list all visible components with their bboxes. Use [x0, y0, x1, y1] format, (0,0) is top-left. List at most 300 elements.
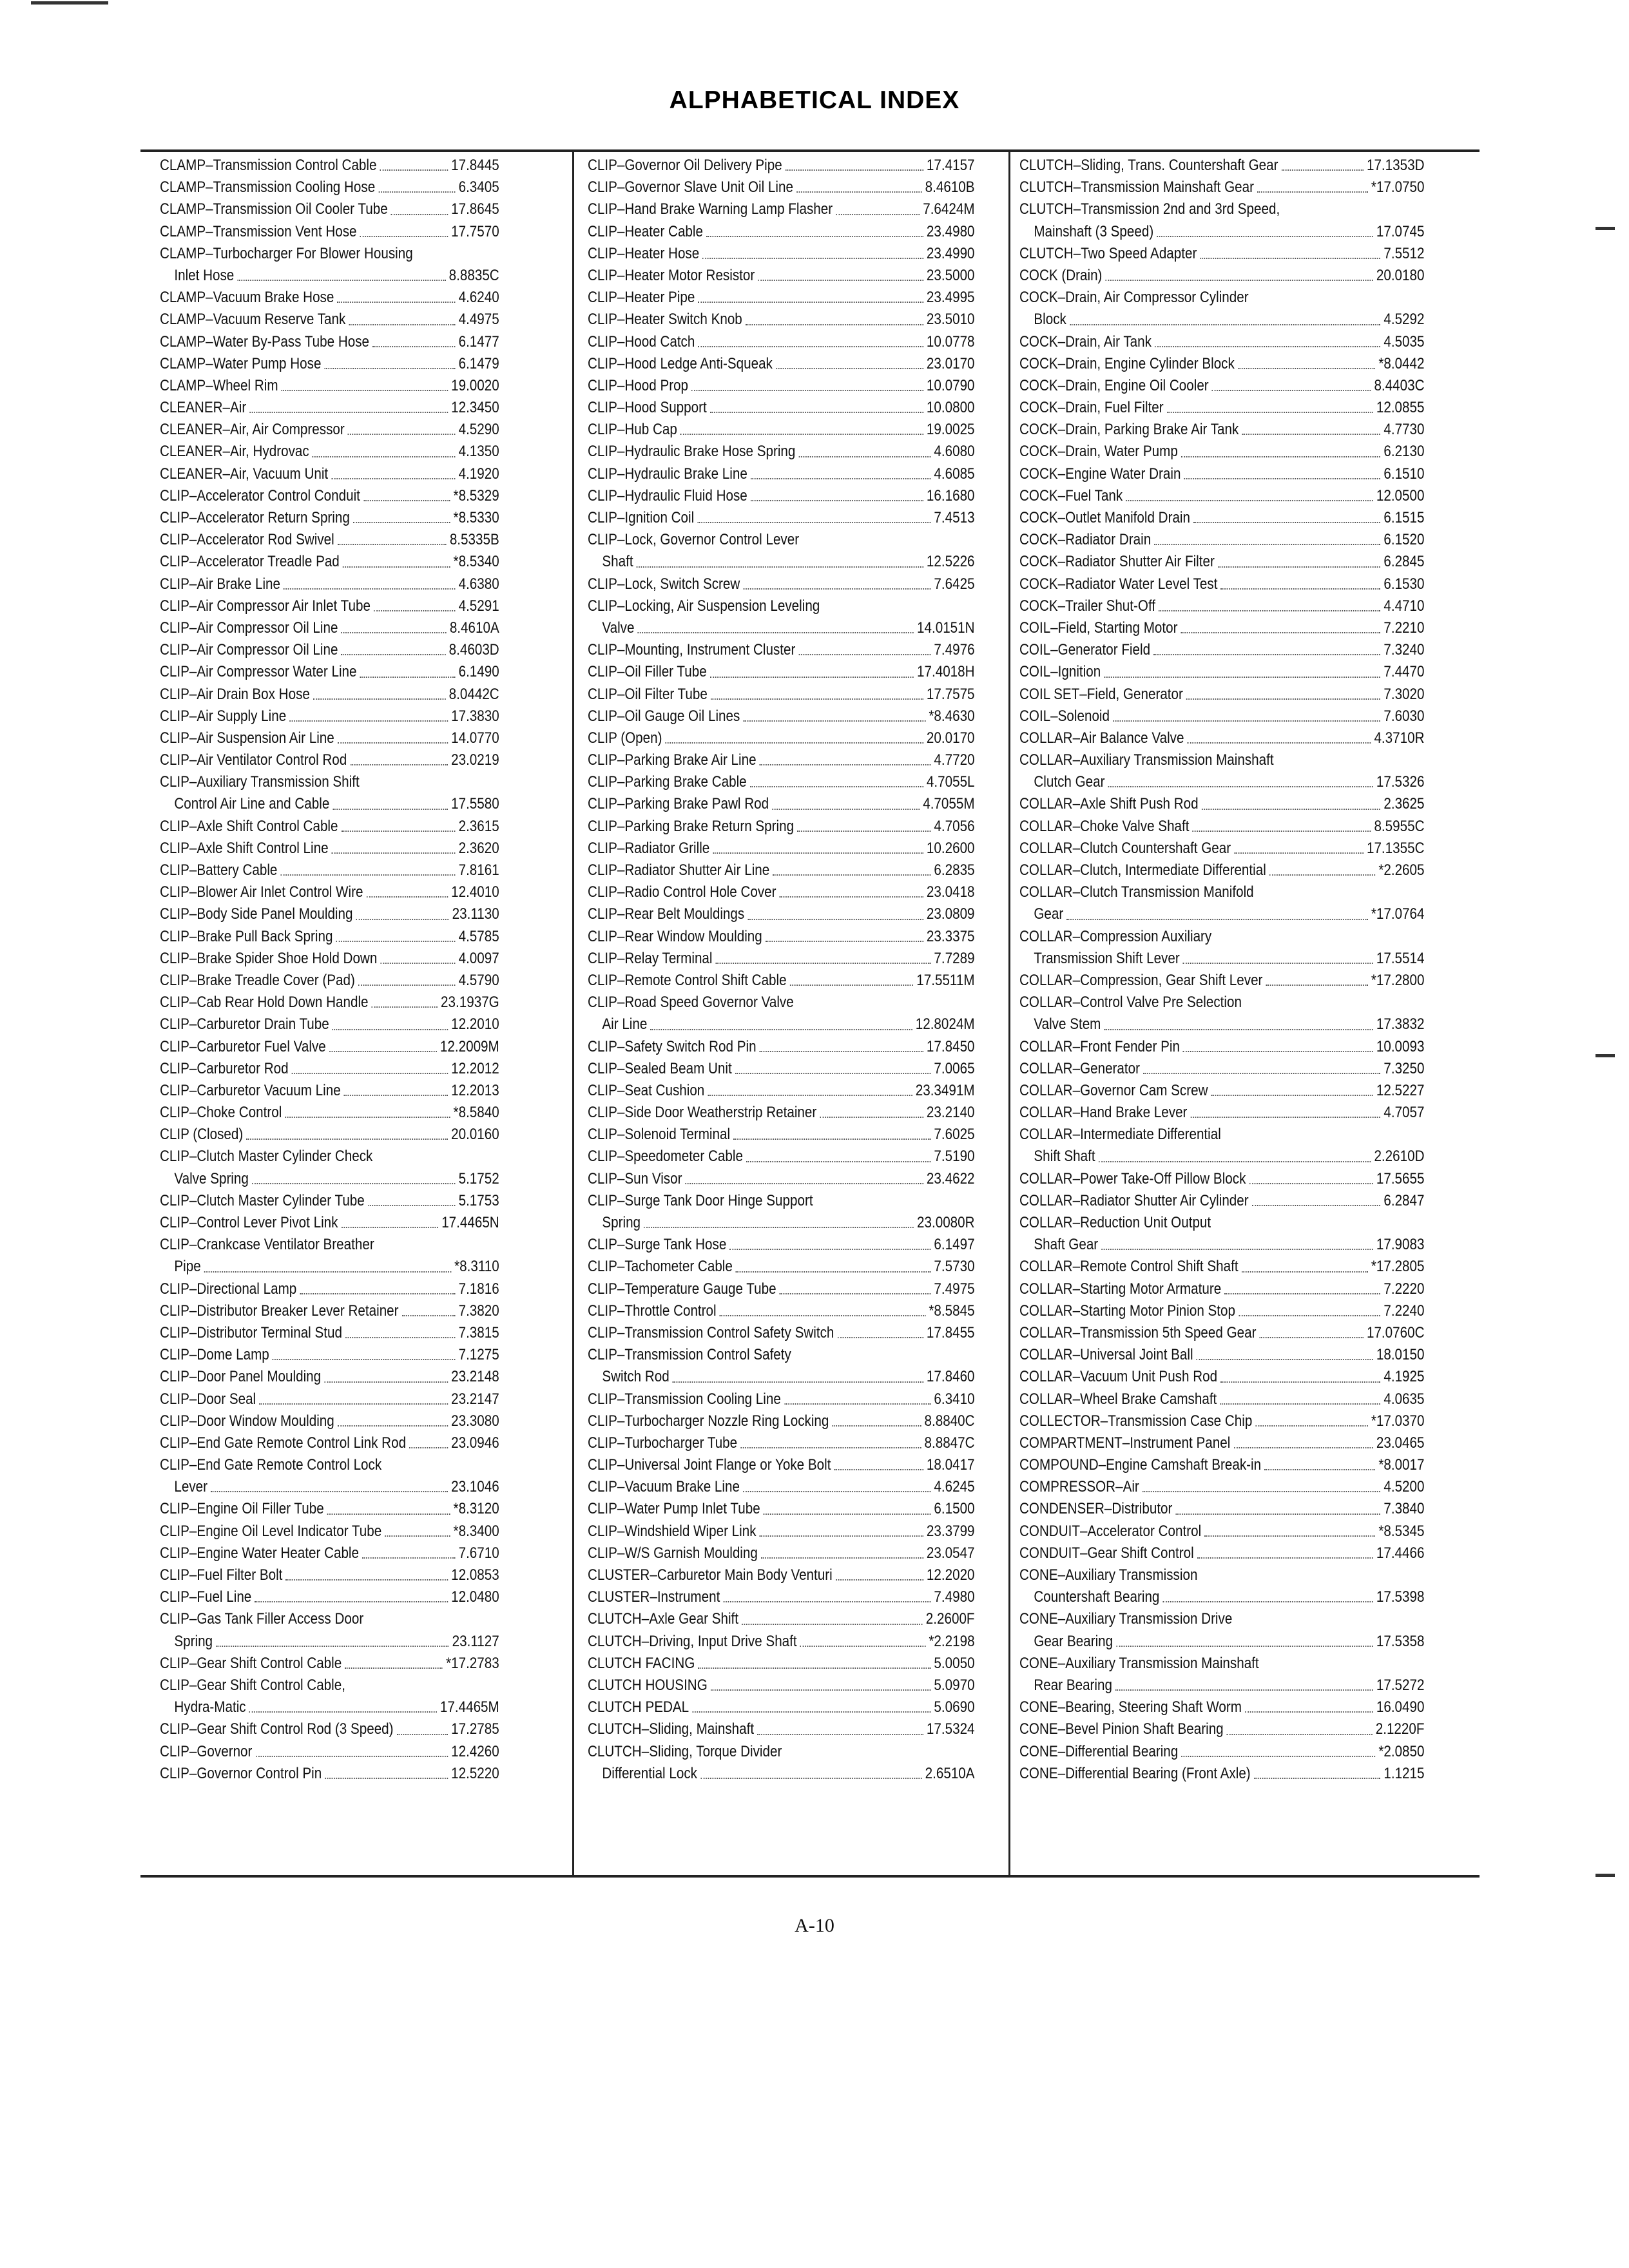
- entry-reference: 7.3020: [1383, 685, 1425, 703]
- entry-term: CLIP–Engine Oil Filler Tube: [160, 1500, 324, 1518]
- dot-leader: [747, 903, 923, 919]
- entry-term: CLIP–Heater Pipe: [588, 289, 695, 307]
- dot-leader: [1227, 1718, 1373, 1735]
- index-entry: [588, 441, 975, 463]
- index-entry: [588, 1300, 975, 1322]
- dot-leader: [286, 1564, 448, 1581]
- index-entry: [1019, 397, 1424, 419]
- entry-reference: 4.4975: [458, 311, 499, 329]
- dot-leader: [380, 155, 448, 171]
- index-entry: [588, 661, 975, 683]
- entry-term: COLLAR–Axle Shift Push Rod: [1019, 795, 1199, 813]
- entry-reference: 7.3840: [1383, 1500, 1425, 1518]
- entry-reference: 17.8455: [926, 1323, 975, 1341]
- entry-term: CLIP–Mounting, Instrument Cluster: [588, 641, 796, 659]
- entry-reference: 8.4603D: [448, 641, 499, 659]
- index-entry: [1019, 1696, 1424, 1718]
- entry-term: COMPARTMENT–Instrument Panel: [1019, 1434, 1231, 1452]
- entry-term: CLUTCH–Transmission 2nd and 3rd Speed,: [1019, 200, 1280, 218]
- entry-term: Mainshaft (3 Speed): [1034, 222, 1154, 240]
- dot-leader: [1242, 1256, 1368, 1272]
- dot-leader: [332, 838, 456, 854]
- dot-leader: [757, 1718, 923, 1735]
- dot-leader: [1221, 573, 1381, 590]
- entry-term: COLLAR–Reduction Unit Output: [1019, 1214, 1211, 1231]
- entry-reference: 12.4260: [451, 1742, 499, 1760]
- entry-term: CLIP–Surge Tank Door Hinge Support: [588, 1191, 813, 1209]
- index-entry: [588, 1410, 975, 1432]
- index-entry: [160, 1454, 499, 1476]
- index-entry: [588, 1146, 975, 1168]
- index-entry: [588, 485, 975, 507]
- dot-leader: [836, 1564, 923, 1581]
- entry-reference: 8.8835C: [448, 266, 499, 284]
- index-entry: [1019, 1278, 1424, 1300]
- dot-leader: [249, 397, 448, 413]
- entry-term: CLIP–Air Drain Box Hose: [160, 685, 310, 703]
- entry-term: CLIP–Door Window Moulding: [160, 1412, 334, 1430]
- entry-reference: 7.5730: [934, 1258, 975, 1276]
- entry-term: CLIP–Governor Control Pin: [160, 1764, 322, 1782]
- index-entry: [588, 1653, 975, 1675]
- entry-reference: 5.1753: [458, 1191, 499, 1209]
- dot-leader: [699, 331, 923, 347]
- dot-leader: [338, 1410, 448, 1427]
- entry-term: CLAMP–Water By-Pass Tube Hose: [160, 332, 370, 351]
- index-entry: [588, 463, 975, 485]
- entry-term: Valve Stem: [1034, 1015, 1101, 1033]
- entry-reference: 4.6245: [934, 1478, 975, 1496]
- index-entry: [1019, 1366, 1424, 1388]
- entry-reference: 10.0800: [926, 399, 975, 417]
- index-entry: [588, 617, 975, 639]
- index-entry: [588, 1036, 975, 1058]
- index-entry: [1019, 1190, 1424, 1212]
- entry-term: CLIP–Hood Ledge Anti-Squeak: [588, 354, 773, 372]
- index-entry: [588, 353, 975, 375]
- index-entry: [1019, 948, 1424, 970]
- index-entry: [160, 639, 499, 661]
- index-entry: [588, 1256, 975, 1278]
- dot-leader: [1155, 331, 1380, 347]
- entry-reference: 6.1520: [1383, 531, 1425, 549]
- dot-leader: [711, 1675, 930, 1691]
- index-entry: [588, 926, 975, 948]
- index-entry: [588, 243, 975, 265]
- index-entry: [1019, 1322, 1424, 1344]
- index-entry: [160, 529, 499, 551]
- entry-reference: 23.4980: [926, 222, 975, 240]
- dot-leader: [1260, 1322, 1364, 1338]
- dot-leader: [735, 1058, 930, 1074]
- entry-term: Rear Bearing: [1034, 1676, 1112, 1694]
- index-entry: [160, 1763, 499, 1785]
- entry-term: COLLAR–Vacuum Unit Push Rod: [1019, 1368, 1218, 1386]
- entry-term: COLLAR–Remote Control Shift Shaft: [1019, 1258, 1239, 1276]
- dot-leader: [797, 816, 930, 832]
- entry-term: Hydra-Matic: [174, 1698, 246, 1716]
- dot-leader: [1282, 155, 1364, 171]
- dot-leader: [300, 1278, 455, 1294]
- entry-term: COCK–Drain, Parking Brake Air Tank: [1019, 421, 1239, 439]
- entry-reference: 17.8450: [926, 1037, 975, 1055]
- entry-term: COCK–Drain, Air Tank: [1019, 332, 1152, 351]
- dot-leader: [716, 948, 931, 964]
- entry-reference: 17.3832: [1376, 1015, 1425, 1033]
- entry-reference: 20.0180: [1376, 266, 1425, 284]
- entry-reference: 6.2835: [934, 861, 975, 879]
- entry-term: CLIP–Brake Pull Back Spring: [160, 927, 333, 945]
- dot-leader: [834, 1454, 923, 1470]
- index-entry: [588, 684, 975, 706]
- entry-reference: 17.0760C: [1366, 1323, 1425, 1341]
- index-entry: [588, 970, 975, 992]
- entry-term: COLLAR–Front Fender Pin: [1019, 1037, 1180, 1055]
- index-entry: [160, 177, 499, 198]
- dot-leader: [343, 551, 450, 567]
- dot-leader: [372, 992, 438, 1008]
- entry-reference: 7.6710: [458, 1544, 499, 1562]
- entry-term: CLIP–Oil Filter Tube: [588, 685, 708, 703]
- entry-reference: 8.5955C: [1374, 817, 1425, 835]
- entry-term: COLLAR–Power Take-Off Pillow Block: [1019, 1169, 1246, 1187]
- entry-term: CLIP–Rear Window Moulding: [588, 927, 762, 945]
- entry-reference: 2.3620: [458, 839, 499, 857]
- entry-term: CLIP–Door Seal: [160, 1390, 256, 1408]
- column-divider: [572, 151, 574, 1875]
- index-entry: [160, 1741, 499, 1763]
- dot-leader: [344, 1080, 448, 1096]
- entry-reference: 17.1355C: [1366, 839, 1425, 857]
- entry-reference: 23.4995: [926, 289, 975, 307]
- entry-reference: *8.5345: [1378, 1522, 1425, 1540]
- entry-reference: 4.7730: [1383, 421, 1425, 439]
- index-entry: [1019, 1256, 1424, 1278]
- dot-leader: [751, 463, 930, 479]
- entry-term: CLIP–Air Ventilator Control Rod: [160, 751, 347, 769]
- entry-reference: *17.2800: [1371, 971, 1425, 989]
- entry-reference: 7.5190: [934, 1148, 975, 1166]
- index-entry: [1019, 838, 1424, 860]
- entry-term: CLIP–Clutch Master Cylinder Tube: [160, 1191, 365, 1209]
- entry-reference: 5.0050: [934, 1654, 975, 1672]
- entry-reference: 17.5514: [1376, 949, 1425, 967]
- dot-leader: [367, 881, 448, 898]
- entry-term: CLUTCH–Two Speed Adapter: [1019, 244, 1197, 262]
- dot-leader: [780, 1278, 931, 1294]
- index-entry: [588, 265, 975, 287]
- dot-leader: [237, 265, 445, 281]
- index-entry: [1019, 375, 1424, 397]
- index-entry: [588, 903, 975, 925]
- index-entry: [588, 1190, 975, 1212]
- index-entry: [1019, 1168, 1424, 1190]
- entry-term: CLIP–Hub Cap: [588, 421, 677, 439]
- index-entry: [588, 881, 975, 903]
- entry-reference: 20.0170: [926, 729, 975, 747]
- entry-reference: 6.2130: [1383, 443, 1425, 461]
- entry-term: CONE–Auxiliary Transmission Mainshaft: [1019, 1654, 1259, 1672]
- index-entry: [1019, 1631, 1424, 1653]
- index-entry: [160, 155, 499, 177]
- entry-reference: 7.3820: [458, 1302, 499, 1320]
- entry-term: CLIP–Radiator Shutter Air Line: [588, 861, 770, 879]
- dot-leader: [1153, 639, 1380, 655]
- dot-leader: [680, 419, 923, 435]
- entry-reference: *17.0764: [1371, 905, 1425, 923]
- entry-reference: 4.5291: [458, 597, 499, 615]
- dot-leader: [385, 1521, 450, 1537]
- entry-term: CLIP–Distributor Terminal Stud: [160, 1323, 342, 1341]
- entry-term: COCK–Outlet Manifold Drain: [1019, 509, 1190, 526]
- dot-leader: [246, 1124, 448, 1140]
- entry-reference: 23.2140: [926, 1104, 975, 1122]
- dot-leader: [211, 1476, 448, 1492]
- dot-leader: [360, 221, 448, 237]
- dot-leader: [350, 749, 448, 765]
- entry-reference: *8.0017: [1378, 1456, 1425, 1474]
- index-entry: [160, 507, 499, 529]
- entry-term: Countershaft Bearing: [1034, 1588, 1160, 1606]
- entry-term: COLLAR–Starting Motor Armature: [1019, 1280, 1222, 1298]
- entry-term: CLIP–Air Compressor Air Inlet Tube: [160, 597, 371, 615]
- entry-term: CLAMP–Vacuum Brake Hose: [160, 289, 334, 307]
- dot-leader: [397, 1718, 448, 1735]
- dot-leader: [820, 1102, 923, 1118]
- entry-term: COCK (Drain): [1019, 266, 1103, 284]
- entry-term: CLIP–Radio Control Hole Cover: [588, 883, 776, 901]
- dot-leader: [651, 1014, 912, 1030]
- entry-reference: 7.6030: [1383, 707, 1425, 725]
- entry-term: Differential Lock: [602, 1764, 697, 1782]
- dot-leader: [348, 419, 456, 435]
- dot-leader: [697, 507, 930, 523]
- entry-term: CLIP–Dome Lamp: [160, 1346, 269, 1364]
- entry-term: CLAMP–Water Pump Hose: [160, 354, 322, 372]
- entry-term: CLEANER–Air, Vacuum Unit: [160, 465, 329, 483]
- dot-leader: [1233, 1432, 1373, 1448]
- entry-reference: 8.0442C: [448, 685, 499, 703]
- dot-leader: [204, 1256, 451, 1272]
- entry-reference: 6.1479: [458, 354, 499, 372]
- entry-term: CLIP–Parking Brake Pawl Rod: [588, 795, 769, 813]
- index-entry: [1019, 816, 1424, 838]
- entry-reference: 16.0490: [1376, 1698, 1425, 1716]
- entry-term: CLIP–Governor Slave Unit Oil Line: [588, 178, 793, 197]
- index-entry: [160, 992, 499, 1014]
- entry-term: COLLAR–Radiator Shutter Air Cylinder: [1019, 1191, 1249, 1209]
- entry-reference: 8.8840C: [924, 1412, 975, 1430]
- dot-leader: [1143, 1058, 1380, 1074]
- dot-leader: [336, 926, 456, 942]
- index-entry: [1019, 1410, 1424, 1432]
- entry-reference: 12.2020: [926, 1566, 975, 1584]
- entry-reference: 4.6240: [458, 289, 499, 307]
- dot-leader: [1249, 1168, 1373, 1184]
- dot-leader: [252, 1168, 455, 1184]
- index-entry: [160, 551, 499, 573]
- entry-reference: 18.0150: [1376, 1346, 1425, 1364]
- index-entry: [588, 1542, 975, 1564]
- entry-reference: 23.2147: [451, 1390, 499, 1408]
- entry-reference: 8.8847C: [924, 1434, 975, 1452]
- entry-reference: 23.4622: [926, 1169, 975, 1187]
- index-entry: [1019, 309, 1424, 331]
- index-entry: [1019, 485, 1424, 507]
- entry-term: CLIP–Locking, Air Suspension Leveling: [588, 597, 820, 615]
- dot-leader: [368, 1190, 456, 1206]
- entry-term: CONDUIT–Gear Shift Control: [1019, 1544, 1194, 1562]
- entry-reference: 4.7057: [1383, 1104, 1425, 1122]
- index-entry: [160, 463, 499, 485]
- entry-term: COCK–Engine Water Drain: [1019, 465, 1181, 483]
- index-entry: [160, 1234, 499, 1256]
- entry-reference: 17.5272: [1376, 1676, 1425, 1694]
- dot-leader: [1108, 771, 1373, 787]
- entry-term: CONDUIT–Accelerator Control: [1019, 1522, 1202, 1540]
- entry-reference: 23.3375: [926, 927, 975, 945]
- entry-reference: *8.5840: [453, 1104, 499, 1122]
- index-entry: [1019, 1212, 1424, 1234]
- entry-reference: 23.3491M: [915, 1081, 975, 1099]
- dot-leader: [1255, 1410, 1367, 1427]
- dot-leader: [325, 353, 456, 369]
- index-entry: [160, 838, 499, 860]
- entry-term: CLIP–Oil Filler Tube: [588, 663, 707, 681]
- bottom-rule: [140, 1875, 1480, 1878]
- entry-reference: 12.0500: [1376, 486, 1425, 505]
- dot-leader: [1224, 1278, 1380, 1294]
- index-entry: [588, 1389, 975, 1410]
- entry-term: CLIP–Distributor Breaker Lever Retainer: [160, 1302, 399, 1320]
- dot-leader: [1157, 221, 1373, 237]
- entry-reference: *8.5329: [453, 486, 499, 505]
- index-entry: [1019, 419, 1424, 441]
- dot-leader: [713, 838, 923, 854]
- dot-leader: [1220, 1389, 1380, 1405]
- entry-term: CLIP–Seat Cushion: [588, 1081, 705, 1099]
- entry-term: CLIP–Parking Brake Air Line: [588, 751, 757, 769]
- dot-leader: [372, 331, 455, 347]
- page-number: A-10: [795, 1915, 834, 1936]
- index-entry: [1019, 1300, 1424, 1322]
- index-entry: [588, 1741, 975, 1763]
- entry-term: CLIP–Air Suspension Air Line: [160, 729, 334, 747]
- index-entry: [588, 992, 975, 1014]
- dot-leader: [736, 1256, 930, 1272]
- dot-leader: [1193, 816, 1371, 832]
- entry-reference: 6.1515: [1383, 509, 1425, 526]
- index-entry: [160, 881, 499, 903]
- dot-leader: [1238, 353, 1375, 369]
- dot-leader: [363, 485, 450, 501]
- entry-reference: 17.4018H: [917, 663, 975, 681]
- entry-term: COMPOUND–Engine Camshaft Break-in: [1019, 1456, 1262, 1474]
- entry-term: CLIP–Ignition Coil: [588, 509, 695, 526]
- dot-leader: [356, 903, 449, 919]
- dot-leader: [256, 1741, 448, 1757]
- entry-term: CLIP–Parking Brake Return Spring: [588, 817, 795, 835]
- corner-scan-mark: [31, 1, 108, 5]
- entry-term: CLIP–End Gate Remote Control Lock: [160, 1456, 382, 1474]
- index-entry: [160, 1718, 499, 1740]
- entry-reference: 23.0547: [926, 1544, 975, 1562]
- entry-term: CLAMP–Transmission Cooling Hose: [160, 178, 376, 197]
- entry-reference: 20.0160: [451, 1126, 499, 1144]
- dot-leader: [1181, 1741, 1375, 1757]
- entry-reference: *8.5845: [929, 1302, 975, 1320]
- dot-leader: [342, 639, 446, 655]
- index-entry: [588, 177, 975, 198]
- dot-leader: [790, 970, 913, 986]
- entry-reference: *2.2198: [929, 1632, 975, 1650]
- entry-term: CLIP–Axle Shift Control Cable: [160, 817, 338, 835]
- page-title: ALPHABETICAL INDEX: [669, 86, 960, 114]
- dot-leader: [750, 771, 923, 787]
- dot-leader: [331, 463, 455, 479]
- entry-reference: 17.4157: [926, 157, 975, 174]
- entry-term: CLIP–Heater Cable: [588, 222, 703, 240]
- entry-term: CLUTCH–Axle Gear Shift: [588, 1610, 739, 1628]
- entry-term: COLLAR–Air Balance Valve: [1019, 729, 1184, 747]
- entry-reference: 12.0855: [1376, 399, 1425, 417]
- index-entry: [588, 727, 975, 749]
- entry-reference: *17.2783: [446, 1654, 499, 1672]
- dot-leader: [786, 155, 923, 171]
- dot-leader: [380, 948, 455, 964]
- dot-leader: [1220, 1366, 1380, 1382]
- entry-term: CLIP–Air Compressor Oil Line: [160, 641, 338, 659]
- dot-leader: [742, 1608, 922, 1624]
- entry-reference: 6.2845: [1383, 553, 1425, 571]
- dot-leader: [1181, 617, 1381, 633]
- entry-term: COLLAR–Clutch, Intermediate Differential: [1019, 861, 1266, 879]
- dot-leader: [391, 198, 448, 215]
- index-entry: [1019, 860, 1424, 881]
- entry-term: CLAMP–Transmission Vent Hose: [160, 222, 357, 240]
- entry-term: CONE–Bearing, Steering Shaft Worm: [1019, 1698, 1242, 1716]
- entry-term: CLIP–Air Supply Line: [160, 707, 287, 725]
- entry-reference: 17.5580: [451, 795, 499, 813]
- index-entry: [160, 771, 499, 793]
- index-entry: [588, 1058, 975, 1080]
- dot-leader: [1115, 1675, 1373, 1691]
- index-entry: [160, 1146, 499, 1168]
- index-entry: [160, 1675, 499, 1696]
- dot-leader: [776, 353, 923, 369]
- entry-reference: 17.5326: [1376, 773, 1425, 791]
- entry-reference: 12.0853: [451, 1566, 499, 1584]
- index-entry: [1019, 926, 1424, 948]
- entry-term: Shaft Gear: [1034, 1236, 1099, 1254]
- entry-reference: 12.2013: [451, 1081, 499, 1099]
- entry-reference: 6.1497: [934, 1236, 975, 1254]
- entry-reference: 23.0170: [926, 354, 975, 372]
- entry-reference: 4.7056: [934, 817, 975, 835]
- entry-term: COCK–Radiator Water Level Test: [1019, 575, 1218, 593]
- index-column-3: [1019, 155, 1425, 1785]
- entry-reference: 6.2847: [1383, 1191, 1425, 1209]
- entry-reference: 8.4610A: [449, 619, 499, 637]
- entry-reference: 5.0970: [934, 1676, 975, 1694]
- entry-reference: 6.3410: [934, 1390, 975, 1408]
- entry-term: CLIP–Heater Switch Knob: [588, 311, 742, 329]
- entry-term: CLEANER–Air, Air Compressor: [160, 421, 345, 439]
- index-entry: [160, 1300, 499, 1322]
- entry-term: CLUSTER–Instrument: [588, 1588, 720, 1606]
- dot-leader: [1252, 1190, 1380, 1206]
- entry-term: COIL–Solenoid: [1019, 707, 1110, 725]
